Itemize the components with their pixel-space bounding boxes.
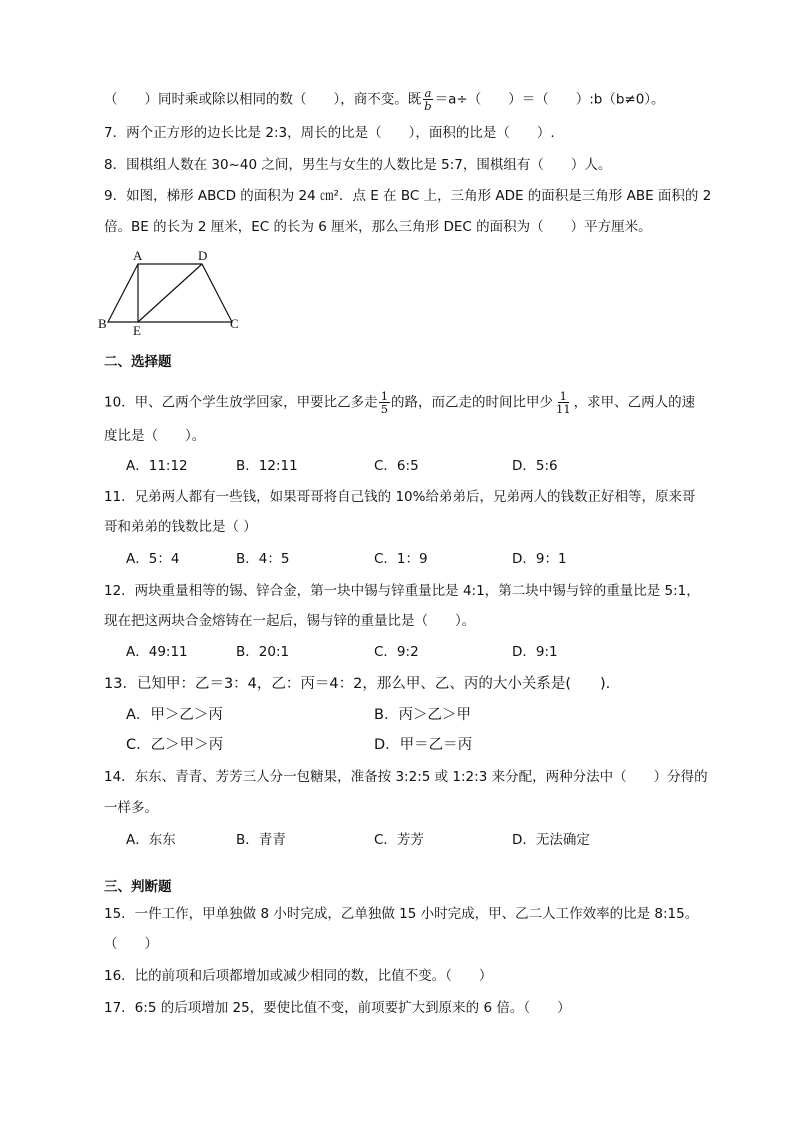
q6-text-post: ＝a÷（ ）＝（ ）:b（b≠0）。 <box>434 91 665 108</box>
trapezoid-figure <box>94 246 254 338</box>
q10-fraction-1-den: 5 <box>380 402 389 416</box>
label-A: A <box>133 248 143 263</box>
q9-line1: 9．如图，梯形 ABCD 的面积为 24 ㎝²．点 E 在 BC 上，三角形 ADE 的面积是三角形 ABE 面积的 2 <box>104 188 712 204</box>
q13-option-a: A．甲＞乙＞丙 <box>126 707 223 723</box>
q16-line: 16．比的前项和后项都增加或减少相同的数，比值不变。（ ） <box>104 968 493 984</box>
q17-line: 17．6:5 的后项增加 25，要使比值不变，前项要扩大到原来的 6 倍。（ ） <box>104 1000 571 1016</box>
segment-DE <box>138 264 202 322</box>
q6-line <box>104 87 665 112</box>
q15-line2: （ ） <box>104 936 158 952</box>
q12-option-c: C．9:2 <box>374 644 419 660</box>
q14-option-a: A．东东 <box>126 832 176 848</box>
q10-line1 <box>104 390 695 415</box>
q14-line2: 一样多。 <box>104 800 158 816</box>
q12-option-a: A．49:11 <box>126 644 188 660</box>
q10-fraction-1-num: 1 <box>380 389 389 403</box>
q14-line1: 14．东东、青青、芳芳三人分一包糖果，准备按 3:2:5 或 1:2:3 来分配，两种分法中（ ）分得的 <box>104 769 708 785</box>
label-D: D <box>198 248 208 263</box>
q10-option-c: C．6:5 <box>374 458 419 474</box>
q10-fraction-2 <box>554 390 573 415</box>
q7-line: 7．两个正方形的边长比是 2:3，周长的比是（ ），面积的比是（ ）. <box>104 125 555 141</box>
label-E: E <box>133 323 141 338</box>
section-choice-heading: 二、选择题 <box>104 354 172 370</box>
q9-line2: 倍。BE 的长为 2 厘米，EC 的长为 6 厘米，那么三角形 DEC 的面积为（ ）平方厘米。 <box>104 219 652 235</box>
q11-option-b: B．4：5 <box>236 551 290 567</box>
q12-line1: 12．两块重量相等的锡、锌合金，第一块中锡与锌重量比是 4:1，第二块中锡与锌的重量比是 5:1， <box>104 583 700 599</box>
q6-fraction-den: b <box>424 99 432 113</box>
label-B: B <box>98 316 107 331</box>
q10-fraction-2-num: 1 <box>559 389 567 403</box>
q11-line1: 11．兄弟两人都有一些钱，如果哥哥将自己钱的 10%给弟弟后，兄弟两人的钱数正好相等，原来哥 <box>104 489 696 505</box>
q15-line1: 15．一件工作，甲单独做 8 小时完成，乙单独做 15 小时完成，甲、乙二人工作效率的比是 8:15。 <box>104 906 699 922</box>
label-C: C <box>230 316 239 331</box>
q8-line: 8．围棋组人数在 30~40 之间，男生与女生的人数比是 5:7，围棋组有（ ）人。 <box>104 157 612 173</box>
q13-option-c: C．乙＞甲＞丙 <box>126 737 224 753</box>
q10-fraction-1 <box>379 390 390 415</box>
q13-line1: 13．已知甲：乙＝3：4，乙：丙＝4：2，那么甲、乙、丙的大小关系是( ). <box>104 676 611 692</box>
q10-option-a: A．11:12 <box>126 458 188 474</box>
q12-option-d: D．9:1 <box>512 644 558 660</box>
q12-line2: 现在把这两块合金熔铸在一起后，锡与锌的重量比是（ ）。 <box>104 613 476 629</box>
q10-text-2: 的路，而乙走的时间比甲少 <box>391 394 554 411</box>
q12-option-b: B．20:1 <box>236 644 290 660</box>
q10-line2: 度比是（ ）。 <box>104 428 206 444</box>
q10-option-b: B．12:11 <box>236 458 298 474</box>
q10-fraction-2-den: 11 <box>556 402 571 416</box>
q13-option-d: D．甲＝乙＝丙 <box>374 737 473 753</box>
q11-option-a: A．5：4 <box>126 551 180 567</box>
q6-fraction-num: a <box>424 86 432 100</box>
q11-option-d: D．9：1 <box>512 551 567 567</box>
q14-option-d: D．无法确定 <box>512 832 590 848</box>
q6-fraction <box>422 87 433 112</box>
section-judge-heading: 三、判断题 <box>104 879 172 895</box>
q14-option-b: B．青青 <box>236 832 286 848</box>
q10-text-1: 10．甲、乙两个学生放学回家，甲要比乙多走 <box>104 394 378 411</box>
q14-option-c: C．芳芳 <box>374 832 424 848</box>
q11-line2: 哥和弟弟的钱数比是（ ） <box>104 519 257 535</box>
q10-text-3: ，求甲、乙两人的速 <box>573 394 696 411</box>
q6-text-pre: （ ）同时乘或除以相同的数（ ），商不变。既 <box>104 91 422 108</box>
q10-option-d: D．5:6 <box>512 458 558 474</box>
q11-option-c: C．1：9 <box>374 551 428 567</box>
q13-option-b: B．丙＞乙＞甲 <box>374 707 471 723</box>
